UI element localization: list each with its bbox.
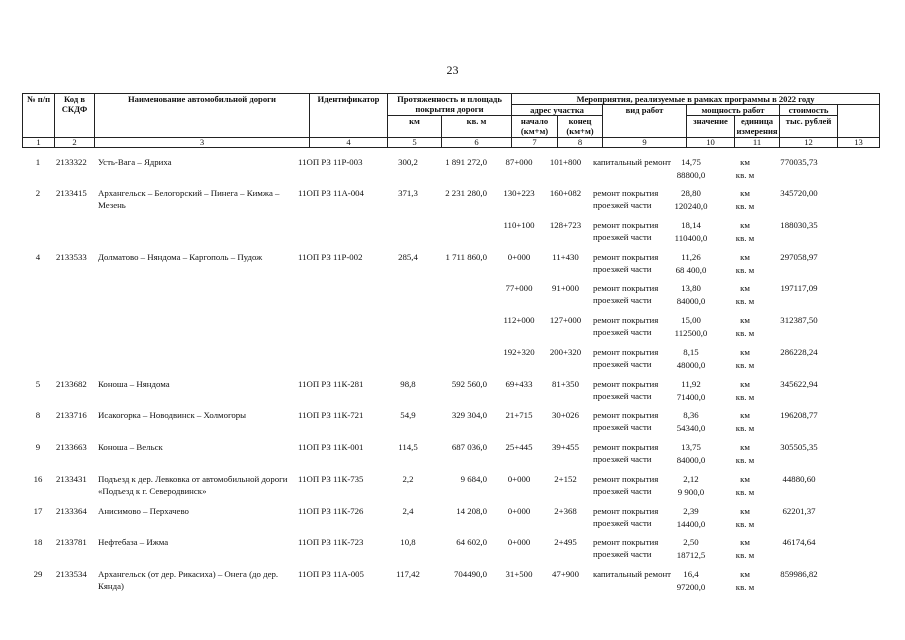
work-value-sqm: 112500,0 [674,328,708,338]
work-value-km: 14,75 [681,157,701,167]
road-identifier: 11ОП РЗ 11К-281 [298,379,364,389]
road-identifier: 11ОП РЗ 11К-721 [298,410,364,420]
section-end: 200+320 [549,347,582,357]
work-unit-km: км [740,379,750,389]
work-unit-sqm: кв. м [735,170,755,180]
work-cost: 345720,00 [780,188,818,198]
road-area-sqm: 14 208,0 [456,506,487,516]
work-cost: 286228,24 [780,347,818,357]
road-code: 2133533 [56,252,87,262]
work-value-km: 8,36 [683,410,699,420]
road-identifier: 11ОП РЗ 11К-001 [298,442,364,452]
road-name: Архангельск (от дер. Рикасиха) – Онега (до дер. Кянда) [98,569,279,591]
road-area-sqm: 687 036,0 [451,442,487,452]
header-end: конец (км+м) [558,116,603,138]
road-length-km: 300,2 [398,157,418,167]
work-type: ремонт покрытия проезжей части [593,315,659,337]
road-name: Усть-Вага – Ядриха [98,157,172,167]
work-value-sqm: 110400,0 [674,233,708,243]
work-unit-km: км [740,252,750,262]
header-cost: стоимость [780,105,838,116]
work-unit-sqm: кв. м [735,360,755,370]
work-value-km: 2,39 [683,506,699,516]
work-value-km: 13,75 [681,442,701,452]
section-end: 47+900 [552,569,579,579]
row-number: 18 [33,537,43,547]
work-unit-sqm: кв. м [735,233,755,243]
road-identifier: 11ОП РЗ 11К-735 [298,474,364,484]
road-length-km: 117,42 [396,569,420,579]
work-type: ремонт покрытия проезжей части [593,537,659,559]
col-number: 3 [95,138,310,148]
work-value-sqm: 68 400,0 [675,265,707,275]
work-unit-sqm: кв. м [735,582,755,592]
header-value: значение [687,116,735,138]
section-end: 91+000 [552,283,579,293]
row-number: 16 [33,474,43,484]
road-area-sqm: 9 684,0 [460,474,487,484]
header-identifier: Идентификатор [310,94,388,138]
work-value-sqm: 84000,0 [676,296,706,306]
row-number: 2 [35,188,41,198]
section-start: 31+500 [505,569,533,579]
work-value-sqm: 120240,0 [674,201,708,211]
header-sqm: кв. м [442,116,512,138]
section-end: 128+723 [549,220,582,230]
work-type: ремонт покрытия проезжей части [593,347,659,369]
work-value-km: 18,14 [681,220,701,230]
header-length-area: Протяженность и площадь покрытия дороги [388,94,512,116]
road-area-sqm: 64 602,0 [456,537,487,547]
road-name: Анисимово – Перхачево [98,506,189,516]
road-length-km: 98,8 [400,379,416,389]
work-value-km: 2,50 [683,537,699,547]
section-end: 127+000 [549,315,582,325]
section-start: 69+433 [505,379,533,389]
work-value-km: 28,80 [681,188,701,198]
col-number: 7 [512,138,558,148]
row-number: 8 [35,410,41,420]
work-cost: 44880,60 [782,474,816,484]
section-end: 101+800 [549,157,582,167]
header-work-type: вид работ [603,105,687,138]
section-end: 11+430 [552,252,579,262]
road-name: Коноша – Вельск [98,442,163,452]
work-value-km: 15,00 [681,315,701,325]
road-code: 2133322 [56,157,87,167]
work-type: ремонт покрытия проезжей части [593,188,659,210]
work-value-sqm: 88800,0 [676,170,706,180]
work-value-sqm: 97200,0 [676,582,706,592]
section-start: 130+223 [503,188,535,198]
road-identifier: 11ОП РЗ 11Р-002 [298,252,363,262]
row-number: 1 [35,157,41,167]
header-road-name: Наименование автомобильной дороги [95,94,310,138]
road-name: Архангельск – Белогорский – Пинега – Кимжа – Мезень [98,188,280,210]
header-start: начало (км+м) [512,116,558,138]
col-number: 12 [780,138,838,148]
work-unit-km: км [740,569,750,579]
road-length-km: 2,4 [402,506,414,516]
road-name: Исакогорка – Новодвинск – Холмогоры [98,410,247,420]
work-unit-sqm: кв. м [735,519,755,529]
section-start: 87+000 [505,157,533,167]
col-number: 1 [23,138,55,148]
header-capacity: мощность работ [687,105,780,116]
work-unit-sqm: кв. м [735,265,755,275]
col-number: 11 [735,138,780,148]
road-identifier: 11ОП РЗ 11А-005 [298,569,364,579]
col-number: 13 [838,138,880,148]
section-start: 0+000 [507,252,531,262]
work-cost: 859986,82 [780,569,818,579]
work-unit-km: км [740,283,750,293]
road-code: 2133663 [56,442,87,452]
work-value-sqm: 48000,0 [676,360,706,370]
work-unit-km: км [740,347,750,357]
header-cost-unit: тыс. рублей [780,116,838,138]
work-type: ремонт покрытия проезжей части [593,379,659,401]
work-cost: 197117,09 [780,283,818,293]
work-value-sqm: 18712,5 [676,550,706,560]
header-num: № п/п [23,94,55,138]
work-type: ремонт покрытия проезжей части [593,442,659,464]
work-unit-sqm: кв. м [735,328,755,338]
section-start: 0+000 [507,506,531,516]
road-length-km: 54,9 [400,410,416,420]
work-unit-km: км [740,157,750,167]
work-unit-km: км [740,506,750,516]
work-type: капитальный ремонт [593,157,672,167]
table-header [22,93,880,148]
work-type: ремонт покрытия проезжей части [593,252,659,274]
road-code: 2133415 [56,188,87,198]
header-section-address: адрес участка [512,105,603,116]
road-name: Подъезд к дер. Левковка от автомобильной дороги «Подъезд к г. Северодвинск» [98,474,288,496]
work-value-km: 16,4 [683,569,699,579]
row-number: 9 [35,442,41,452]
road-length-km: 285,4 [398,252,418,262]
road-length-km: 10,8 [400,537,416,547]
header-unit: единица измерения [736,116,778,136]
work-cost: 770035,73 [780,157,818,167]
work-cost: 46174,64 [782,537,816,547]
road-identifier: 11ОП РЗ 11А-004 [298,188,364,198]
work-unit-sqm: кв. м [735,423,755,433]
section-start: 0+000 [507,537,531,547]
row-number: 5 [35,379,41,389]
section-start: 77+000 [505,283,533,293]
work-unit-km: км [740,474,750,484]
section-end: 39+455 [552,442,579,452]
road-length-km: 371,3 [398,188,418,198]
work-value-sqm: 9 900,0 [677,487,705,497]
road-identifier: 11ОП РЗ 11Р-003 [298,157,363,167]
work-type: ремонт покрытия проезжей части [593,474,659,496]
work-value-sqm: 71400,0 [676,392,706,402]
col-number: 9 [603,138,687,148]
road-area-sqm: 704490,0 [454,569,487,579]
road-code: 2133781 [56,537,87,547]
road-length-km: 2,2 [402,474,414,484]
row-number: 4 [35,252,41,262]
col-number: 8 [558,138,603,148]
work-value-sqm: 14400,0 [676,519,706,529]
work-cost: 62201,37 [782,506,816,516]
col-number: 5 [388,138,442,148]
section-end: 81+350 [552,379,579,389]
header-km: км [388,116,442,138]
section-start: 192+320 [503,347,535,357]
section-end: 160+082 [549,188,582,198]
col-number: 6 [442,138,512,148]
work-cost: 297058,97 [780,252,818,262]
road-area-sqm: 1 711 860,0 [445,252,487,262]
road-code: 2133534 [56,569,87,579]
work-cost: 345622,94 [780,379,818,389]
section-start: 110+100 [503,220,535,230]
road-name: Коноша – Няндома [98,379,170,389]
section-start: 112+000 [503,315,535,325]
work-unit-sqm: кв. м [735,550,755,560]
work-unit-sqm: кв. м [735,392,755,402]
work-unit-km: км [740,410,750,420]
road-code: 2133716 [56,410,87,420]
work-type: ремонт покрытия проезжей части [593,283,659,305]
work-cost: 196208,77 [780,410,818,420]
section-start: 0+000 [507,474,531,484]
work-value-km: 2,12 [683,474,699,484]
row-number: 17 [33,506,43,516]
work-unit-km: км [740,537,750,547]
work-unit-km: км [740,188,750,198]
road-area-sqm: 2 231 280,0 [445,188,487,198]
header-measures: Мероприятия, реализуемые в рамках программы в 2022 году [512,94,880,105]
work-cost: 305505,35 [780,442,818,452]
work-type: ремонт покрытия проезжей части [593,506,659,528]
road-length-km: 114,5 [398,442,418,452]
work-type: капитальный ремонт [593,569,672,579]
work-cost: 312387,50 [780,315,818,325]
header-code: Код в СКДФ [55,94,95,138]
work-type: ремонт покрытия проезжей части [593,410,659,432]
road-area-sqm: 1 891 272,0 [445,157,487,167]
work-unit-km: км [740,315,750,325]
col-number: 4 [310,138,388,148]
work-unit-sqm: кв. м [735,455,755,465]
section-end: 2+152 [554,474,577,484]
work-unit-km: км [740,442,750,452]
work-unit-km: км [740,220,750,230]
work-value-sqm: 54340,0 [676,423,706,433]
road-code: 2133682 [56,379,87,389]
section-end: 2+368 [554,506,577,516]
work-type: ремонт покрытия проезжей части [593,220,659,242]
road-identifier: 11ОП РЗ 11К-723 [298,537,364,547]
section-start: 21+715 [505,410,533,420]
work-value-km: 13,80 [681,283,701,293]
work-unit-sqm: кв. м [735,296,755,306]
row-number: 29 [33,569,43,579]
road-code: 2133364 [56,506,87,516]
road-code: 2133431 [56,474,87,484]
work-value-km: 8,15 [683,347,699,357]
road-name: Долматово – Няндома – Каргополь – Пудож [98,252,263,262]
work-value-sqm: 84000,0 [676,455,706,465]
road-identifier: 11ОП РЗ 11К-726 [298,506,364,516]
road-area-sqm: 329 304,0 [451,410,487,420]
work-value-km: 11,26 [681,252,701,262]
work-unit-sqm: кв. м [735,201,755,211]
road-name: Нефтебаза – Ижма [98,537,169,547]
page-number: 23 [446,63,459,77]
col-number: 2 [55,138,95,148]
work-value-km: 11,92 [681,379,701,389]
section-start: 25+445 [505,442,533,452]
road-area-sqm: 592 560,0 [451,379,487,389]
work-cost: 188030,35 [780,220,818,230]
work-unit-sqm: кв. м [735,487,755,497]
col-number: 10 [687,138,735,148]
section-end: 30+026 [552,410,579,420]
section-end: 2+495 [554,537,577,547]
